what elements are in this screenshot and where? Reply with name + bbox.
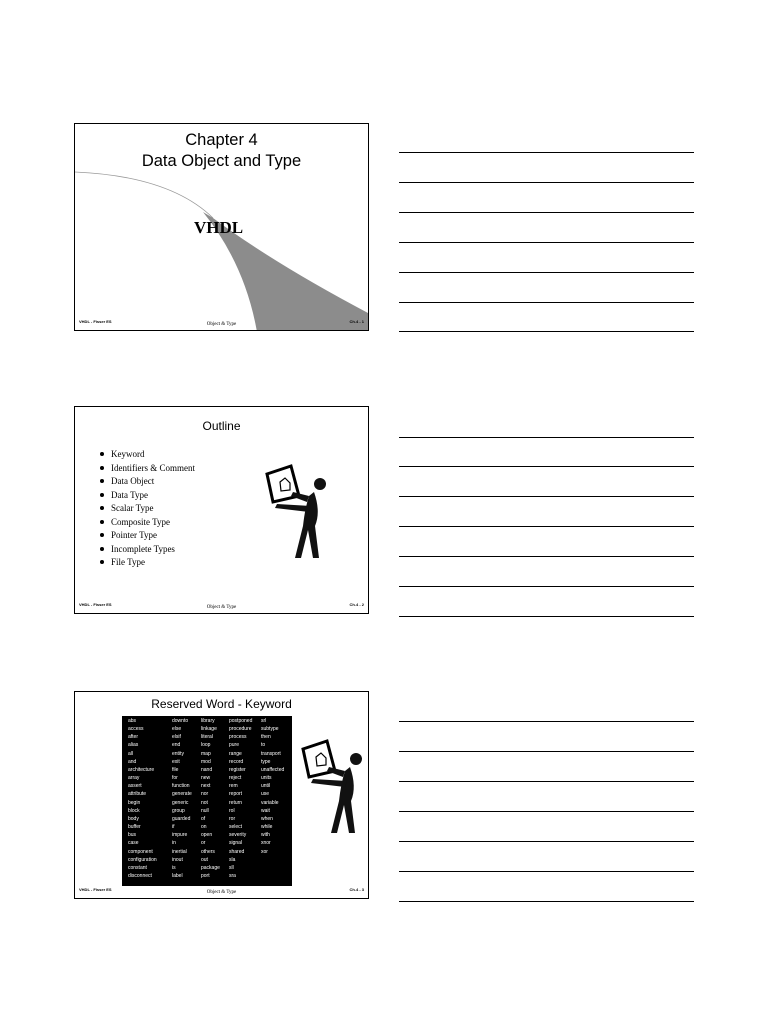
- keyword-table: [122, 716, 292, 886]
- note-line: [399, 272, 694, 273]
- keyword-item: impure: [172, 832, 188, 839]
- keyword-item: variable: [261, 799, 279, 806]
- keyword-item: subtype: [261, 726, 279, 733]
- keyword-item: alias: [128, 742, 139, 749]
- keyword-item: or: [201, 840, 206, 847]
- keyword-item: case: [128, 840, 139, 847]
- outline-item: Composite Type: [99, 516, 195, 530]
- keyword-item: nand: [201, 766, 213, 773]
- keyword-item: package: [201, 864, 220, 871]
- keyword-item: file: [172, 766, 179, 773]
- outline-item: Data Type: [99, 489, 195, 503]
- keyword-item: assert: [128, 783, 142, 790]
- keyword-item: on: [201, 824, 207, 831]
- keyword-item: pure: [229, 742, 240, 749]
- keyword-item: literal: [201, 734, 213, 741]
- keyword-item: architecture: [128, 766, 155, 773]
- vhdl-logo-text: VHDL: [194, 218, 244, 237]
- outline-item: Scalar Type: [99, 502, 195, 516]
- note-line: [399, 586, 694, 587]
- keyword-item: report: [229, 791, 243, 798]
- note-line: [399, 841, 694, 842]
- keyword-item: is: [172, 864, 176, 871]
- keyword-item: srl: [261, 718, 267, 724]
- keyword-item: while: [261, 824, 273, 831]
- keyword-item: inout: [172, 856, 183, 863]
- keyword-item: bus: [128, 832, 137, 839]
- footer-left: VHDL - Fisser ES: [79, 319, 112, 324]
- note-line: [399, 721, 694, 722]
- keyword-item: sra: [229, 872, 236, 879]
- keyword-column-3: [201, 717, 220, 880]
- keyword-item: in: [172, 840, 176, 847]
- keyword-item: array: [128, 775, 140, 782]
- keyword-item: until: [261, 783, 271, 790]
- note-line: [399, 616, 694, 617]
- slide-1-title-line-2: Data Object and Type: [141, 152, 302, 170]
- keyword-item: then: [261, 734, 271, 741]
- note-line: [399, 496, 694, 497]
- keyword-item: begin: [128, 799, 141, 806]
- keyword-item: others: [201, 848, 215, 855]
- keyword-column-1: [128, 717, 157, 880]
- note-line: [399, 302, 694, 303]
- footer-center: Object & Type: [206, 322, 237, 327]
- keyword-item: next: [201, 783, 211, 790]
- keyword-item: rem: [229, 783, 238, 790]
- slide-2-title: Outline: [202, 419, 241, 433]
- keyword-item: generic: [172, 799, 189, 806]
- keyword-item: not: [201, 799, 208, 806]
- keyword-item: postponed: [229, 718, 253, 724]
- keyword-item: disconnect: [128, 872, 152, 879]
- outline-item: Data Object: [99, 475, 195, 489]
- keyword-item: mod: [201, 758, 211, 765]
- keyword-item: entity: [172, 750, 184, 757]
- keyword-item: map: [201, 750, 211, 757]
- note-line: [399, 331, 694, 332]
- note-line: [399, 182, 694, 183]
- keyword-column-4: [229, 717, 252, 880]
- keyword-item: and: [128, 758, 137, 765]
- footer-right: Ch.4 - 1: [349, 319, 364, 324]
- outline-item: Keyword: [99, 448, 195, 462]
- keyword-item: body: [128, 815, 139, 822]
- keyword-item: loop: [201, 742, 211, 749]
- footer-right: Ch.4 - 2: [349, 602, 364, 607]
- keyword-item: rol: [229, 807, 235, 814]
- keyword-item: severity: [229, 832, 247, 839]
- note-line: [399, 466, 694, 467]
- keyword-item: xor: [261, 848, 268, 855]
- keyword-item: else: [172, 726, 182, 733]
- keyword-item: new: [201, 775, 211, 782]
- keyword-item: all: [128, 750, 134, 757]
- figure-holding-sign-icon: [261, 462, 331, 562]
- keyword-item: wait: [261, 807, 270, 814]
- keyword-item: use: [261, 791, 270, 798]
- keyword-column-5: [261, 717, 284, 856]
- keyword-item: configuration: [128, 856, 157, 863]
- keyword-item: linkage: [201, 726, 217, 733]
- keyword-item: sll: [229, 864, 234, 871]
- keyword-item: units: [261, 775, 272, 782]
- note-line: [399, 781, 694, 782]
- keyword-item: register: [229, 766, 246, 773]
- keyword-item: function: [172, 783, 190, 790]
- keyword-item: reject: [229, 775, 242, 782]
- note-line: [399, 212, 694, 213]
- keyword-item: block: [128, 807, 140, 814]
- keyword-item: open: [201, 832, 213, 839]
- note-line: [399, 526, 694, 527]
- keyword-item: constant: [128, 864, 147, 871]
- outline-item: Pointer Type: [99, 529, 195, 543]
- keyword-item: inertial: [172, 848, 187, 855]
- keyword-item: attribute: [128, 791, 147, 798]
- keyword-item: shared: [229, 848, 245, 855]
- slide-1-title-line-1: Chapter 4: [185, 131, 258, 149]
- keyword-item: return: [229, 799, 243, 806]
- keyword-item: exit: [172, 758, 180, 765]
- keyword-item: elsif: [172, 734, 181, 741]
- footer-right: Ch.4 - 3: [349, 887, 364, 892]
- note-line: [399, 437, 694, 438]
- keyword-item: to: [261, 742, 266, 749]
- note-line: [399, 901, 694, 902]
- outline-item: File Type: [99, 556, 195, 570]
- figure-holding-sign-icon: [297, 737, 367, 837]
- keyword-item: component: [128, 848, 153, 855]
- keyword-item: buffer: [128, 824, 141, 831]
- keyword-item: for: [172, 775, 178, 782]
- keyword-item: access: [128, 726, 144, 733]
- outline-list: [99, 448, 195, 570]
- keyword-item: if: [172, 824, 175, 831]
- keyword-item: of: [201, 815, 206, 822]
- slide-2: [74, 406, 369, 614]
- note-line: [399, 871, 694, 872]
- note-line: [399, 242, 694, 243]
- keyword-item: port: [201, 872, 210, 879]
- footer-left: VHDL - Fisser ES: [79, 887, 112, 892]
- keyword-item: after: [128, 734, 139, 741]
- keyword-item: ror: [229, 815, 236, 822]
- keyword-item: select: [229, 824, 243, 831]
- keyword-item: label: [172, 872, 183, 879]
- keyword-item: record: [229, 758, 244, 765]
- keyword-item: sla: [229, 856, 236, 863]
- keyword-column-2: [172, 717, 192, 880]
- keyword-item: process: [229, 734, 247, 741]
- keyword-item: null: [201, 807, 209, 814]
- keyword-item: nor: [201, 791, 209, 798]
- slide-1: [74, 123, 369, 331]
- keyword-item: when: [261, 815, 273, 822]
- footer-center: Object & Type: [206, 890, 237, 895]
- note-line: [399, 556, 694, 557]
- keyword-item: unaffected: [261, 766, 285, 773]
- keyword-item: transport: [261, 750, 281, 757]
- keyword-item: type: [261, 758, 271, 765]
- outline-item: Incomplete Types: [99, 543, 195, 557]
- outline-item: Identifiers & Comment: [99, 462, 195, 476]
- note-line: [399, 751, 694, 752]
- footer-left: VHDL - Fisser ES: [79, 602, 112, 607]
- keyword-item: out: [201, 856, 208, 863]
- keyword-item: generate: [172, 791, 192, 798]
- keyword-item: guarded: [172, 815, 191, 822]
- slide-3: [74, 691, 369, 899]
- keyword-item: downto: [172, 718, 189, 724]
- note-line: [399, 811, 694, 812]
- keyword-item: abs: [128, 718, 137, 724]
- keyword-item: range: [229, 750, 242, 757]
- keyword-item: procedure: [229, 726, 252, 733]
- keyword-item: group: [172, 807, 185, 814]
- keyword-item: with: [261, 832, 270, 839]
- keyword-item: end: [172, 742, 181, 749]
- footer-center: Object & Type: [206, 605, 237, 610]
- keyword-item: signal: [229, 840, 243, 847]
- note-line: [399, 152, 694, 153]
- slide-3-title: Reserved Word - Keyword: [151, 697, 292, 711]
- keyword-item: library: [201, 718, 215, 724]
- keyword-item: xnor: [261, 840, 271, 847]
